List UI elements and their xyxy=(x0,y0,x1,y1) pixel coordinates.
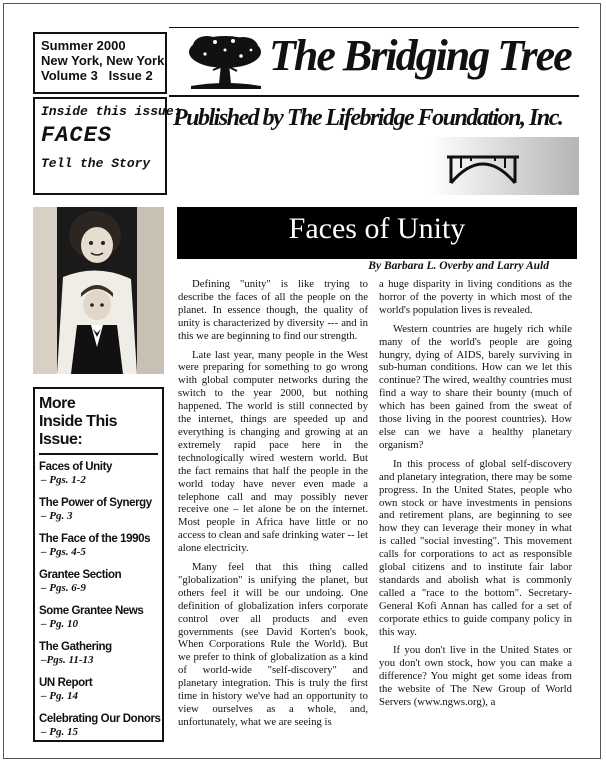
toc-item-title: Faces of Unity xyxy=(39,461,113,473)
toc-item xyxy=(39,713,161,739)
children-photo xyxy=(33,207,164,374)
publisher-line: Published by The Lifebridge Foundation, Inc. xyxy=(173,105,563,131)
masthead-title: The Bridging Tree xyxy=(269,31,571,80)
article-paragraph: a huge disparity in living conditions as the horror of the poverty in which most of the world's population lives is revealed. xyxy=(379,278,572,316)
article-banner xyxy=(177,207,577,259)
issue-city: New York, New York xyxy=(41,53,165,68)
issue-info-box xyxy=(33,32,167,94)
toc-item-title: The Gathering xyxy=(39,641,112,653)
issue-volume: Volume 3 Issue 2 xyxy=(41,68,153,83)
toc-item xyxy=(39,461,158,487)
article-paragraph: Late last year, many people in the West were preparing for something to go wrong with global computer networks during the switch to the year 2000, but nothing happened. The world is still connected by the internet, things are speeded up and everything is changing and growing at an extremely rapid pace here in the technologically wired western world. But the fact remains that half the people in the world today have never even made a telephone call and may possibly never receive one – let alone be on the internet. Most people in Africa have little or no access to clean and safe drinking water -- let alone electricity. xyxy=(178,348,368,555)
toc-item xyxy=(39,569,158,595)
masthead-rule xyxy=(169,95,579,97)
article-title: Faces of Unity xyxy=(288,212,466,245)
masthead xyxy=(169,27,579,195)
toc-item-title: Some Grantee News xyxy=(39,605,144,617)
toc-item-title: Grantee Section xyxy=(39,569,122,581)
toc-item-title: UN Report xyxy=(39,677,93,689)
toc-item-pages: –Pgs. 11-13 xyxy=(41,654,94,666)
toc-item-pages: – Pg. 15 xyxy=(41,726,78,738)
article-paragraph: Many feel that this thing called "globalization" is unifying the planet, but others feel it will be our undoing. One definition of globalization infers corporate control over all products and even governments (see David Korten's book, When Corporations Rule the World). But we prefer to think of globalization as a kind of world-wide "self-discovery" and planetary integration. This is truly the first time in history we've had an opportunity to view ourselves as a whole, and, unfortunately, what we are seeing is xyxy=(178,561,368,728)
toc-item-title: The Face of the 1990s xyxy=(39,533,151,545)
masthead-top xyxy=(169,27,579,96)
article-paragraph: In this process of global self-discovery and planetary integration, there may be some progress. In the United States, people who own stock or have investments in pensions and retirement plans, are beginning to see how they can leverage their money in what is called "social investing". This movement calls for corporations to act as responsible global citizens and to institute fair labor standards and abolish what is commonly called a "race to the bottom". Secretary-General Kofi Annan has called for a set of corporate ethics to guide company policy in this way. xyxy=(379,457,572,638)
tree-logo-icon xyxy=(185,32,265,92)
toc-item xyxy=(39,677,158,703)
toc-item-title: Celebrating Our Donors xyxy=(39,713,161,725)
children-photo-image xyxy=(33,207,164,374)
toc-item xyxy=(39,533,158,559)
bridge-icon xyxy=(443,143,523,187)
toc-item xyxy=(39,605,158,631)
inside-headline: FACES xyxy=(41,123,113,148)
toc-item-title: The Power of Synergy xyxy=(39,497,152,509)
inside-subline: Tell the Story xyxy=(41,156,151,171)
article-paragraph: Defining "unity" is like trying to describe the faces of all the people on the planet. In essence though, the quality of unity is characterized by diversity --- and in this we are beginning to find our strength. xyxy=(178,278,368,342)
issue-season: Summer 2000 xyxy=(41,38,126,53)
toc-item-pages: – Pgs. 6-9 xyxy=(41,582,86,594)
article-paragraph: If you don't live in the United States or you don't own stock, how you can make a difference? You might get some ideas from the website of The New Group of World Servers (www.ngws.org), a xyxy=(379,644,572,709)
toc-item-pages: – Pg. 3 xyxy=(41,510,73,522)
article-byline: By Barbara L. Overby and Larry Auld xyxy=(368,260,549,272)
toc-item xyxy=(39,641,158,667)
toc-item xyxy=(39,497,158,523)
toc-item-pages: – Pgs. 1-2 xyxy=(41,474,86,486)
more-inside-title-1: More xyxy=(39,395,76,412)
toc-list xyxy=(39,461,161,739)
toc-item-pages: – Pg. 10 xyxy=(41,618,78,630)
toc-item-pages: – Pg. 14 xyxy=(41,690,78,702)
inside-this-issue-box xyxy=(33,97,182,195)
article-paragraph: Western countries are hugely rich while many of the world's people are going hungry, dying of AIDS, barely surviving in sub-human conditions. How can we let this continue? The wired, wealthy countries must find a way to share their bounty (much of which has been gained from the sweat of those living in the poorest countries). How else can we have a healthy planetary organism? xyxy=(379,322,572,451)
bridge-graphic-area xyxy=(429,137,579,195)
article-column-right xyxy=(379,278,572,715)
more-inside-box xyxy=(33,387,164,742)
more-inside-rule xyxy=(39,453,158,455)
more-inside-title-2: Inside This Issue: xyxy=(39,413,118,448)
inside-label: Inside this issue: xyxy=(41,104,182,119)
toc-item-pages: – Pgs. 4-5 xyxy=(41,546,86,558)
article-column-left xyxy=(178,278,368,735)
